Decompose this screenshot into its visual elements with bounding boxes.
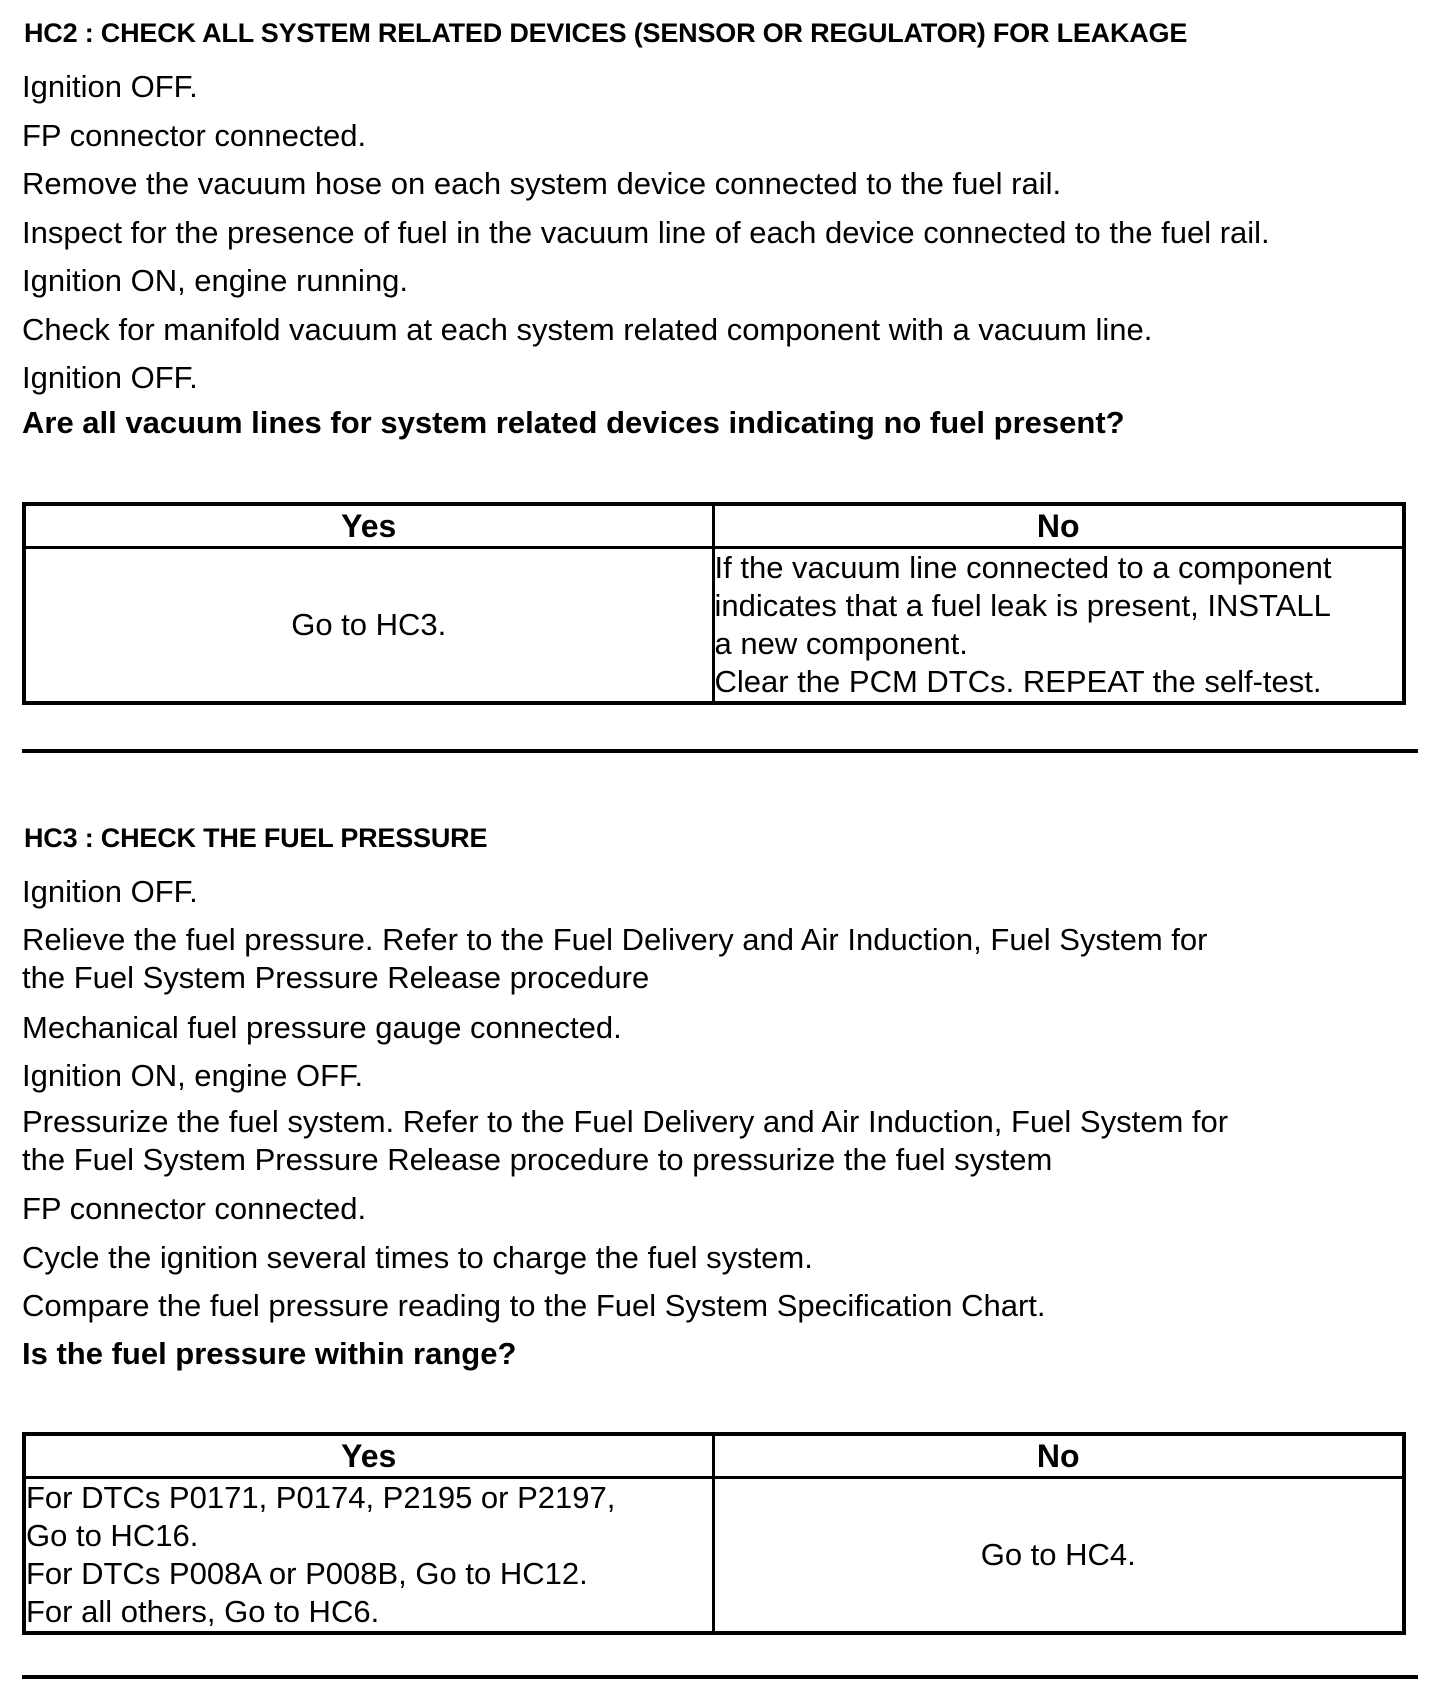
hc3-step-5a: Pressurize the fuel system. Refer to the Fuel Delivery and Air Induction, Fuel System for (22, 1104, 1229, 1139)
hc3-yes-header: Yes (24, 1434, 713, 1478)
hc3-yes-cell (24, 1478, 713, 1634)
hc3-step-8: Compare the fuel pressure reading to the Fuel System Specification Chart. (22, 1288, 1046, 1323)
hc3-step-7: Cycle the ignition several times to charge the fuel system. (22, 1240, 813, 1275)
hc2-no-line-2: indicates that a fuel leak is present, INSTALL (714, 588, 1331, 623)
hc2-yes-header: Yes (24, 504, 713, 548)
hc3-no-cell (713, 1478, 1404, 1634)
hc3-yes-line-1: For DTCs P0171, P0174, P2195 or P2197, (26, 1480, 616, 1515)
section-divider-1 (22, 749, 1418, 753)
hc2-no-line-3: a new component. (714, 626, 968, 661)
hc3-yes-line-3[interactable]: For DTCs P008A or P008B, Go to HC12. (26, 1556, 588, 1591)
hc2-step-7: Ignition OFF. (22, 360, 198, 395)
hc3-result-table (22, 1432, 1406, 1635)
hc2-step-1: Ignition OFF. (22, 69, 198, 104)
hc3-step-2a: Relieve the fuel pressure. Refer to the Fuel Delivery and Air Induction, Fuel System for (22, 922, 1208, 957)
section-divider-2 (22, 1675, 1418, 1679)
hc2-step-6: Check for manifold vacuum at each system related component with a vacuum line. (22, 312, 1153, 347)
hc3-no-link-go-to-hc4[interactable]: Go to HC4. (980, 1537, 1136, 1572)
hc2-step-2: FP connector connected. (22, 118, 367, 153)
hc2-yes-link-go-to-hc3[interactable]: Go to HC3. (291, 607, 447, 642)
hc2-title: HC2 : CHECK ALL SYSTEM RELATED DEVICES (SENSOR OR REGULATOR) FOR LEAKAGE (24, 18, 1188, 48)
hc3-yes-line-2[interactable]: Go to HC16. (26, 1518, 199, 1553)
hc3-step-3: Mechanical fuel pressure gauge connected. (22, 1010, 622, 1045)
hc2-yes-cell (24, 548, 713, 704)
hc2-no-line-1: If the vacuum line connected to a component (714, 550, 1332, 585)
hc2-question: Are all vacuum lines for system related devices indicating no fuel present? (22, 405, 1125, 440)
hc2-result-table (22, 502, 1406, 705)
hc2-step-5: Ignition ON, engine running. (22, 263, 409, 298)
hc2-no-header: No (713, 504, 1404, 548)
hc2-no-cell (713, 548, 1404, 704)
hc3-step-1: Ignition OFF. (22, 874, 198, 909)
hc3-step-6: FP connector connected. (22, 1191, 367, 1226)
hc3-no-header: No (713, 1434, 1404, 1478)
hc3-title: HC3 : CHECK THE FUEL PRESSURE (24, 823, 488, 853)
hc2-step-4: Inspect for the presence of fuel in the vacuum line of each device connected to the fuel rail. (22, 215, 1270, 250)
hc3-step-4: Ignition ON, engine OFF. (22, 1058, 364, 1093)
hc2-no-line-4: Clear the PCM DTCs. REPEAT the self-test. (714, 664, 1322, 699)
hc3-step-2b: the Fuel System Pressure Release procedure (22, 960, 650, 995)
hc2-step-3: Remove the vacuum hose on each system device connected to the fuel rail. (22, 166, 1062, 201)
hc3-question: Is the fuel pressure within range? (22, 1336, 517, 1371)
hc3-yes-line-4[interactable]: For all others, Go to HC6. (26, 1594, 380, 1629)
hc3-step-5b: the Fuel System Pressure Release procedure to pressurize the fuel system (22, 1142, 1053, 1177)
